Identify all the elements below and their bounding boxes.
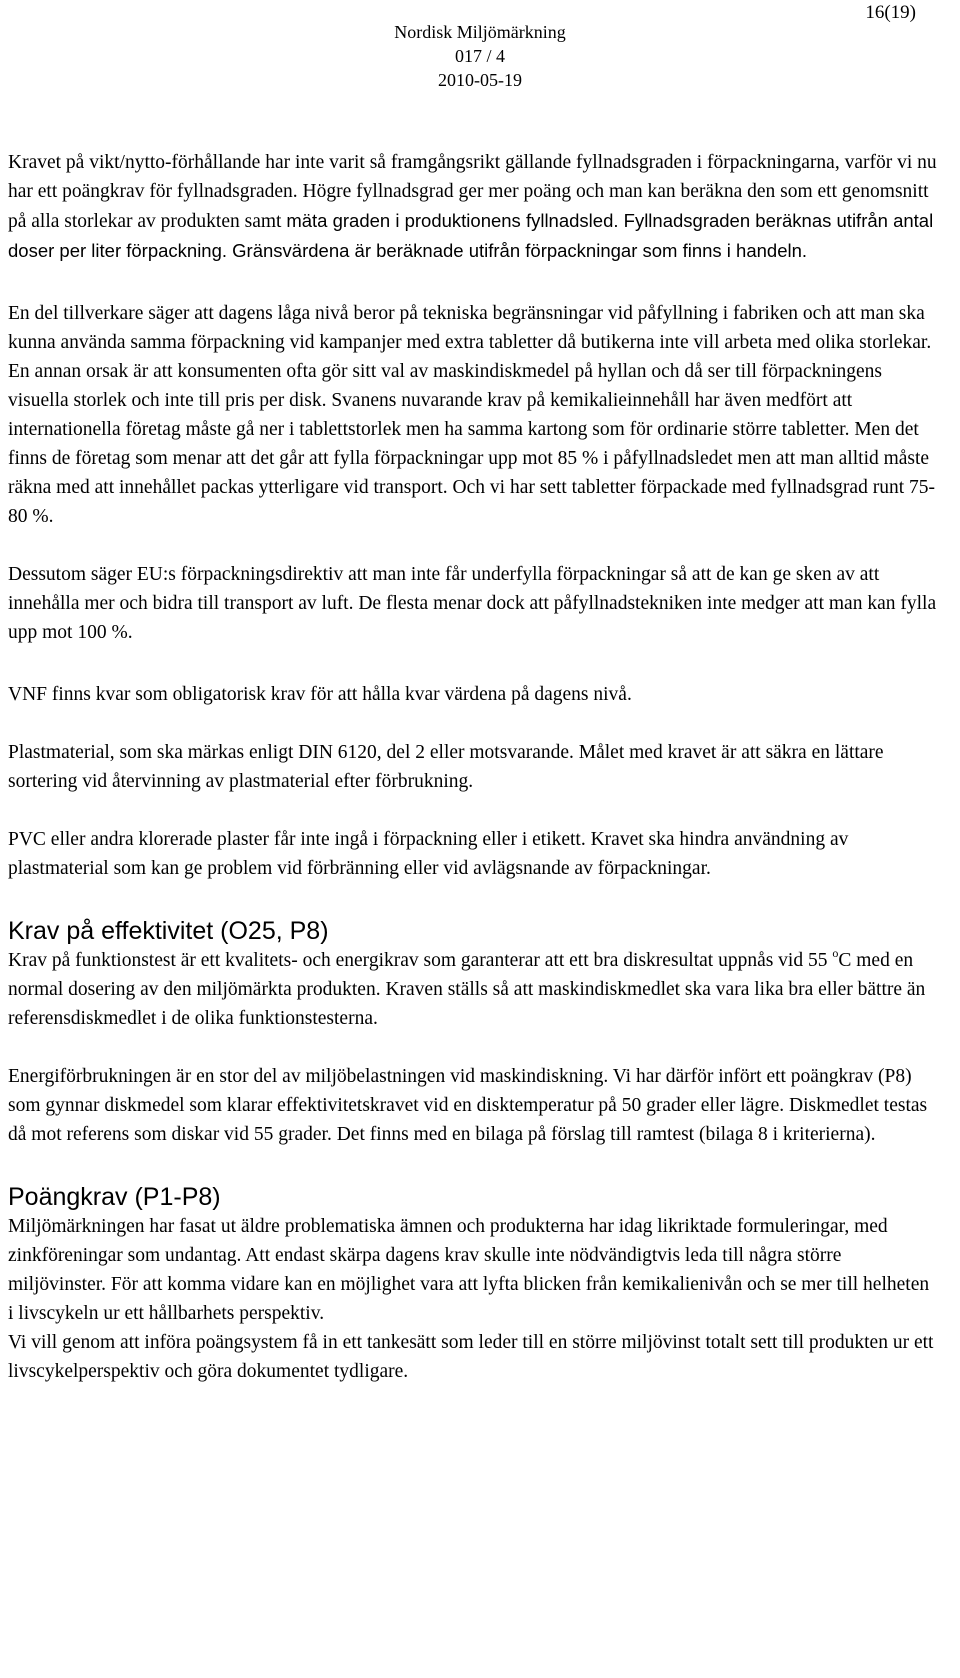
document-header <box>0 20 960 92</box>
heading-efficiency: Krav på effektivitet (O25, P8) <box>8 917 329 945</box>
page-number: 16(19) <box>865 2 916 23</box>
paragraph-manufacturers: En del tillverkare säger att dagens låga nivå beror på tekniska begränsningar vid påfyllning i fabriken och att man ska kunna använda samma förpackning vid kampanjer med extra tabletter då butikerna inte vill arbeta med olika storlekar. En annan orsak är att konsumenten ofta gör sitt val av maskindiskmedel på hyllan och då ser till förpackningens visuella storlek och inte till pris per disk. Svanens nuvarande krav på kemikalieinnehåll har även medfört att internationella företag måste gå ner i tablettstorlek men ha samma kartong som för ordinarie större tabletter. Men det finns de företag som menar att det går att fylla förpackningar upp mot 85 % i påfyllnadsledet men att man alltid måste räkna med att innehållet packas ytterligare vid transport. Och vi har sett tabletter förpackade med fyllnadsgrad runt 75-80 %. <box>8 303 935 527</box>
paragraph-vnf: VNF finns kvar som obligatorisk krav för att hålla kvar värdena på dagens nivå. <box>8 684 632 705</box>
paragraph-energy: Energiförbrukningen är en stor del av miljöbelastningen vid maskindiskning. Vi har därför infört ett poängkrav (P8) som gynnar diskmedel som klarar effektivitetskravet vid en disktemperatur på 50 grader eller lägre. Diskmedlet testas då mot referens som diskar vid 55 grader. Det finns med en bilaga på förslag till ramtest (bilaga 8 i kriterierna). <box>8 1066 928 1145</box>
paragraph-plastic-marking: Plastmaterial, som ska märkas enligt DIN 6120, del 2 eller motsvarande. Målet med kravet är att säkra en lättare sortering vid återvinning av plastmaterial efter förbrukning. <box>8 742 884 792</box>
degree-symbol: o <box>832 946 839 960</box>
header-organization: Nordisk Miljömärkning <box>394 22 566 42</box>
paragraph-points-intro: Miljömärkningen har fasat ut äldre problematiska ämnen och produkterna har idag likriktade formuleringar, med zinkföreningar som undantag. Att endast skärpa dagens krav skulle inte nödvändigtvis leda till några större miljövinster. För att komma vidare kan en möjlighet vara att lyfta blicken från kemikalienivån och se mer till helheten i livscykeln ur ett hållbarhets perspektiv. <box>8 1216 930 1324</box>
header-date: 2010-05-19 <box>438 70 522 90</box>
heading-points: Poängkrav (P1-P8) <box>8 1183 221 1211</box>
paragraph-fill-rate-sans: mäta graden i produktionens fyllnadsled. Fyllnadsgraden beräknas utifrån antal doser per liter förpackning. Gränsvärdena är beräknade utifrån förpackningar som finns i handeln. <box>8 210 934 261</box>
function-test-text-end: C med en normal dosering av den miljömärkta produkten. Kraven ställs så att maskindiskmedlet ska vara lika bra eller bättre än referensdiskmedlet i de olika funktionstesterna. <box>8 950 926 1029</box>
paragraph-fill-rate-serif: Kravet på vikt/nytto-förhållande har inte varit så framgångsrikt gällande fyllnadsgraden i förpackningarna, varför vi nu har ett poängkrav för fyllnadsgraden. Högre fyllnadsgrad ger mer poäng och man kan beräkna den som ett genomsnitt på alla storlekar av produkten samt <box>8 152 937 232</box>
paragraph-eu-directive: Dessutom säger EU:s förpackningsdirektiv att man inte får underfylla förpackningar så att de kan ge sken av att innehålla mer och bidra till transport av luft. De flesta menar dock att påfyllnadstekniken inte medger att man kan fylla upp mot 100 %. <box>8 564 937 643</box>
function-test-text-start: Krav på funktionstest är ett kvalitets- och energikrav som garanterar att ett bra diskresultat uppnås vid 55 <box>8 950 833 971</box>
paragraph-fill-rate <box>8 148 938 266</box>
paragraph-points-system: Vi vill genom att införa poängsystem få in ett tankesätt som leder till en större miljövinst totalt sett till produkten ur ett livscykelperspektiv och göra dokumentet tydligare. <box>8 1332 934 1382</box>
header-document-number: 017 / 4 <box>454 46 505 66</box>
document-body <box>8 148 938 1386</box>
paragraph-function-test <box>8 946 938 1033</box>
paragraph-pvc: PVC eller andra klorerade plaster får inte ingå i förpackning eller i etikett. Kravet ska hindra användning av plastmaterial som kan ge problem vid förbränning eller vid avlägsnande av förpackningar. <box>8 829 849 879</box>
